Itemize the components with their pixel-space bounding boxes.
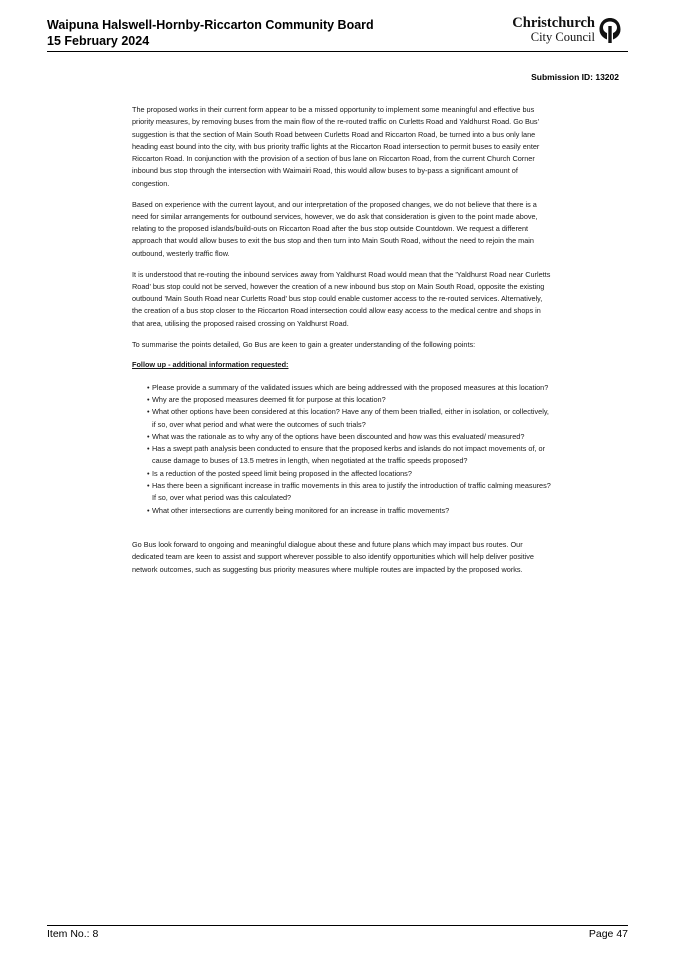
list-item bbox=[132, 443, 552, 468]
list-item-text: Has there been a significant increase in traffic movements in this area to justify the introduction of traffic calming measures? If so, over what period was this calculated? bbox=[152, 481, 551, 503]
bullet-icon: • bbox=[147, 468, 150, 478]
logo-line-1: Christchurch bbox=[512, 15, 595, 31]
logo-text bbox=[512, 16, 595, 44]
meeting-date: 15 February 2024 bbox=[47, 34, 150, 48]
bullet-icon: • bbox=[147, 481, 150, 491]
list-item-text: Has a swept path analysis been conducted to ensure that the proposed kerbs and islands do not impact movements of, or cause damage to buses of 13.5 metres in length, when negotiated at the traffic speeds proposed? bbox=[152, 444, 546, 466]
council-emblem-icon bbox=[598, 17, 622, 44]
list-item bbox=[132, 480, 552, 505]
board-name: Waipuna Halswell-Hornby-Riccarton Community Board bbox=[47, 18, 374, 32]
paragraph: To summarise the points detailed, Go Bus are keen to gain a greater understanding of the following points: bbox=[132, 339, 476, 349]
bullet-icon: • bbox=[147, 382, 150, 392]
submission-body bbox=[132, 104, 552, 584]
bullet-icon: • bbox=[147, 505, 150, 515]
list-item-text: Why are the proposed measures deemed fit for purpose at this location? bbox=[152, 394, 386, 404]
paragraph: The proposed works in their current form appear to be a missed opportunity to implement some meaningful and effective bus priority measures, by removing buses from the main flow of the re-routed traffic on Curletts Road and Yaldhurst Road. Go Bus' suggestion is that the section of Main South Road between Curletts Road and Riccarton Road, be turned into a bus only lane heading east bound into the city, with bus priority traffic lights at the Riccarton Road intersection to permit buses to easily enter Riccarton Road. In conjunction with the provision of a section of bus lane on Riccarton Road, from the current Church Corner inbound bus stop through the intersection with Waimairi Road, this would allow buses to by-pass a significant amount of congestion. bbox=[132, 105, 540, 188]
footer-rule bbox=[47, 925, 628, 926]
list-item-text: Please provide a summary of the validated issues which are being addressed with the proposed measures at this location? bbox=[152, 382, 549, 392]
list-item-text: What was the rationale as to why any of the options have been discounted and how was this evaluated/ measured? bbox=[152, 431, 525, 441]
bullet-icon: • bbox=[147, 407, 150, 417]
logo-line-2: City Council bbox=[530, 30, 595, 44]
list-item bbox=[132, 394, 552, 406]
list-item bbox=[132, 431, 552, 443]
list-item bbox=[132, 382, 552, 394]
header-rule bbox=[47, 51, 628, 52]
follow-up-heading: Follow up - additional information requested: bbox=[132, 360, 289, 370]
page-number: Page 47 bbox=[588, 928, 628, 940]
item-number: Item No.: 8 bbox=[47, 928, 99, 940]
question-list bbox=[132, 382, 552, 517]
list-item bbox=[132, 505, 552, 517]
list-item-text: Is a reduction of the posted speed limit being proposed in the affected locations? bbox=[152, 468, 412, 478]
list-item bbox=[132, 468, 552, 480]
paragraph: Based on experience with the current layout, and our interpretation of the proposed changes, we do not believe that there is a need for similar arrangements for outbound services, however, we do ask that consideration is given to the point made above, relating to the proposed islands/build-outs on Riccarton Road after the bus stop outside Countdown. We request a different approach that would allow buses to exit the bus stop and then turn into Main South Road, without the need to rejoin the main outbound, westerly traffic flow. bbox=[132, 199, 538, 258]
council-logo bbox=[512, 16, 622, 44]
paragraph: It is understood that re-routing the inbound services away from Yaldhurst Road would mean that the 'Yaldhurst Road near Curletts Road' bus stop could not be served, however the creation of a new inbound bus stop on Main South Road, opposite the existing outbound 'Main South Road near Curletts Road' bus stop could enable customer access to the re-routed services. Alternatively, the creation of a bus stop closer to the Riccarton Road intersection could allow easy access to the medical centre and shops in that area, utilising the proposed raised crossing on Yaldhurst Road. bbox=[132, 269, 551, 328]
submission-id: Submission ID: 13202 bbox=[531, 72, 619, 82]
list-item-text: What other intersections are currently being monitored for an increase in traffic movements? bbox=[152, 505, 450, 515]
paragraph: Go Bus look forward to ongoing and meaningful dialogue about these and future plans which may impact bus routes. Our dedicated team are keen to assist and support wherever possible to also identify opportunities which will help deliver positive network outcomes, such as suggesting bus priority measures where multiple routes are impacted by the proposed works. bbox=[132, 539, 534, 574]
bullet-icon: • bbox=[147, 394, 150, 404]
list-item bbox=[132, 406, 552, 431]
bullet-icon: • bbox=[147, 431, 150, 441]
bullet-icon: • bbox=[147, 444, 150, 454]
list-item-text: What other options have been considered at this location? Have any of them been trialled, either in isolation, or collectively, if so, over what period and what were the outcomes of such trials? bbox=[152, 407, 549, 429]
